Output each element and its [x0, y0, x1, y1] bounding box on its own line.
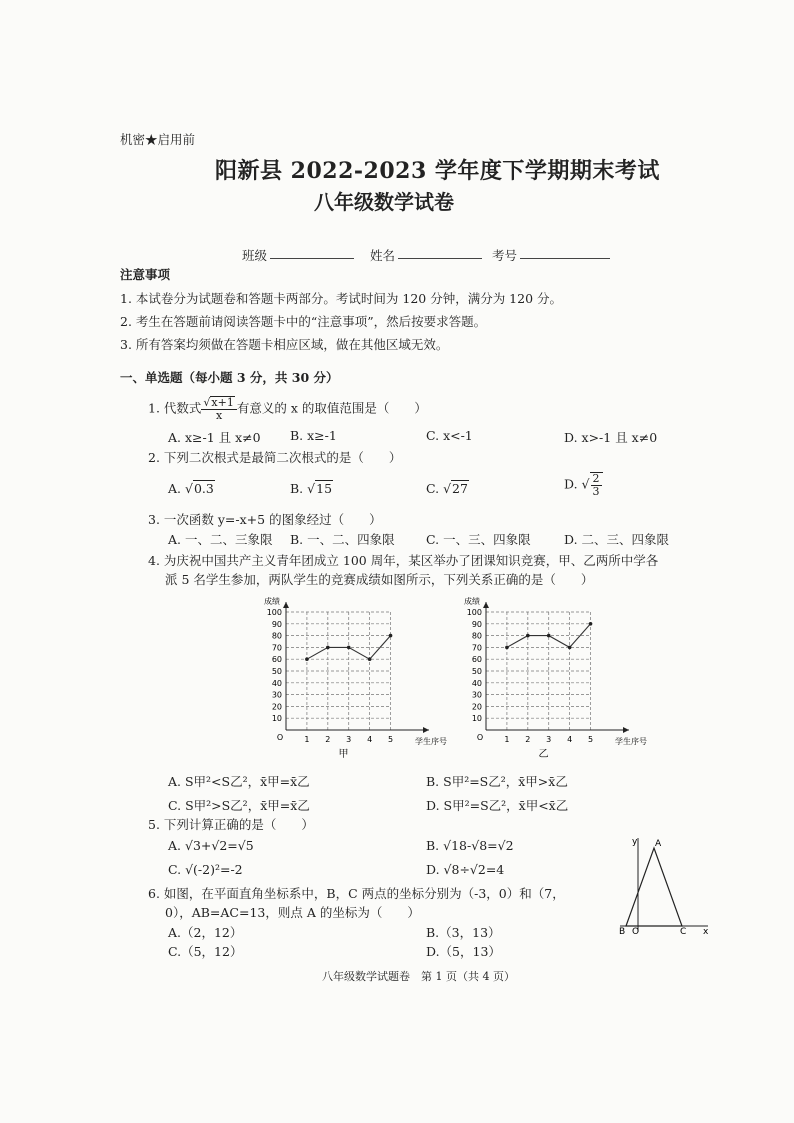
data-point [368, 657, 372, 661]
name-blank[interactable] [398, 258, 482, 259]
y-axis-label: y [632, 837, 638, 847]
q2-option-d[interactable]: D. √ $\frac{2}{3}$ [564, 472, 603, 498]
y-tick-label: 30 [471, 690, 482, 700]
q6-option-d[interactable]: D.（5，13） [426, 944, 501, 959]
q6-option-b[interactable]: B.（3，13） [426, 925, 501, 940]
origin-label: O [276, 733, 284, 742]
x-tick-label: 3 [546, 735, 552, 744]
x-tick-label: 3 [346, 735, 352, 744]
q5-option-b[interactable]: B. √18-√8=√2 [426, 838, 514, 853]
q2-d-num: 2 [592, 472, 600, 485]
question-6-line1: 6. 如图，在平面直角坐标系中，B，C 两点的坐标分别为（-3，0）和（7， [148, 886, 565, 901]
y-axis-arrow [283, 602, 289, 608]
data-point [505, 646, 509, 650]
note-item: 3. 所有答案均须做在答题卡相应区域，做在其他区域无效。 [120, 337, 449, 352]
x-axis-title: 学生序号 [415, 737, 447, 746]
chart-title: 乙 [538, 749, 549, 760]
y-tick-label: 100 [466, 608, 482, 617]
triangle-abc [626, 848, 682, 926]
y-tick-label: 100 [266, 608, 282, 617]
chart-yi [440, 588, 647, 763]
q1-option-c[interactable]: C. x<-1 [426, 428, 473, 443]
q2-c-label: C. [426, 481, 440, 496]
y-tick-label: 80 [271, 631, 282, 641]
exam-no-label: 考号 [492, 248, 518, 263]
data-point [526, 634, 530, 638]
q4-option-c[interactable]: C. S甲²>S乙²，x̄甲=x̄乙 [168, 798, 310, 813]
x-tick-label: 2 [525, 735, 531, 744]
y-tick-label: 10 [271, 714, 282, 724]
exam-no-blank[interactable] [520, 258, 610, 259]
point-c-label: C [680, 927, 687, 937]
y-tick-label: 30 [271, 690, 282, 700]
q1-option-a[interactable]: A. x≥-1 且 x≠0 [168, 430, 261, 445]
question-2-stem: 2. 下列二次根式是最简二次根式的是（ ） [148, 450, 402, 465]
question-4-line2: 派 5 名学生参加，两队学生的竞赛成绩如图所示，下列关系正确的是（ ） [165, 572, 594, 587]
exam-title: 阳新县 2022-2023 学年度下学期期末考试 [215, 158, 660, 184]
y-tick-label: 10 [471, 714, 482, 724]
x-tick-label: 4 [367, 735, 373, 744]
question-5-stem: 5. 下列计算正确的是（ ） [148, 817, 314, 832]
q1-denominator: x [216, 409, 223, 422]
q4-option-b[interactable]: B. S甲²=S乙²，x̄甲>x̄乙 [426, 774, 568, 789]
q1-pre: 1. 代数式 [148, 400, 202, 416]
x-tick-label: 5 [587, 735, 594, 744]
q2-a-value: 0.3 [193, 481, 214, 496]
q2-b-label: B. [290, 481, 304, 496]
notes-title: 注意事项 [120, 267, 171, 282]
q2-d-label: D. [564, 476, 578, 492]
q6-option-c[interactable]: C.（5，12） [168, 944, 243, 959]
x-tick-label: 1 [304, 735, 310, 744]
y-axis-arrow [483, 602, 489, 608]
q2-d-den: 3 [592, 485, 600, 498]
q1-option-b[interactable]: B. x≥-1 [290, 428, 337, 443]
q5-option-a[interactable]: A. √3+√2=√5 [168, 838, 254, 853]
origin-label: O [632, 927, 640, 937]
data-point [389, 634, 393, 638]
x-tick-label: 1 [504, 735, 510, 744]
x-tick-label: 5 [387, 735, 394, 744]
question-6-line2: 0），AB=AC=13，则点 A 的坐标为（ ） [165, 905, 420, 920]
y-tick-label: 40 [271, 678, 282, 688]
q2-option-a[interactable]: A. √0.3 [168, 481, 214, 496]
q1-option-d[interactable]: D. x>-1 且 x≠0 [564, 430, 658, 445]
y-tick-label: 60 [271, 655, 282, 665]
question-1-stem [148, 396, 427, 422]
q3-option-c[interactable]: C. 一、三、四象限 [426, 532, 531, 547]
confidential-label: 机密★启用前 [120, 132, 196, 147]
y-tick-label: 80 [471, 631, 482, 641]
q3-option-b[interactable]: B. 一、二、四象限 [290, 532, 395, 547]
y-tick-label: 20 [271, 702, 282, 712]
q2-c-value: 27 [452, 481, 468, 496]
q2-d-fraction [590, 472, 603, 498]
page-footer: 八年级数学试题卷 第 1 页（共 4 页） [322, 970, 515, 983]
section-title: 一、单选题（每小题 3 分，共 30 分） [120, 370, 339, 385]
q4-option-d[interactable]: D. S甲²=S乙²，x̄甲<x̄乙 [426, 798, 569, 813]
y-tick-label: 50 [271, 667, 282, 676]
q2-a-label: A. [168, 481, 182, 496]
y-tick-label: 20 [471, 702, 482, 712]
q3-option-a[interactable]: A. 一、二、三象限 [168, 532, 273, 547]
x-axis-title: 学生序号 [615, 737, 647, 746]
q2-option-b[interactable]: B. √15 [290, 481, 333, 496]
q1-numerator: x+1 [211, 396, 234, 409]
y-tick-label: 70 [271, 643, 282, 653]
q6-option-a[interactable]: A.（2，12） [168, 925, 243, 940]
note-item: 2. 考生在答题前请阅读答题卡中的“注意事项”，然后按要求答题。 [120, 314, 487, 329]
data-point [347, 646, 351, 650]
y-tick-label: 60 [471, 655, 482, 665]
data-point [305, 657, 309, 661]
y-tick-label: 90 [271, 619, 282, 629]
q2-b-value: 15 [316, 481, 333, 496]
y-tick-label: 40 [471, 678, 482, 688]
question-4-line1: 4. 为庆祝中国共产主义青年团成立 100 周年，某区举办了团课知识竞赛，甲、乙两所中学各 [148, 553, 659, 568]
q6-figure [612, 834, 712, 937]
chart-title: 甲 [338, 749, 349, 760]
q5-option-d[interactable]: D. √8÷√2=4 [426, 862, 505, 877]
x-axis-arrow [423, 727, 429, 733]
q2-option-c[interactable]: C. √27 [426, 481, 468, 496]
y-tick-label: 90 [471, 619, 482, 629]
note-item: 1. 本试卷分为试题卷和答题卡两部分。考试时间为 120 分钟，满分为 120 分。 [120, 291, 563, 306]
question-3-stem: 3. 一次函数 y=-x+5 的图象经过（ ） [148, 512, 382, 527]
q3-option-d[interactable]: D. 二、三、四象限 [564, 532, 670, 547]
data-point [589, 622, 593, 626]
x-axis-arrow [623, 727, 629, 733]
y-axis-title: 成绩 [464, 597, 480, 606]
data-point [547, 634, 551, 638]
x-axis-label: x [703, 927, 709, 937]
y-tick-label: 50 [471, 667, 482, 676]
exam-subtitle: 八年级数学试卷 [314, 190, 454, 214]
point-b-label: B [619, 927, 626, 937]
y-axis-title: 成绩 [264, 597, 280, 606]
x-tick-label: 4 [567, 735, 573, 744]
name-label: 姓名 [370, 248, 396, 263]
point-a-label: A [655, 839, 662, 849]
class-label: 班级 [242, 248, 268, 263]
data-point [326, 646, 330, 650]
q1-fraction: $\frac{√x+1}{x}$ [201, 396, 236, 422]
q5-option-c[interactable]: C. √(-2)²=-2 [168, 862, 243, 877]
q1-post: 有意义的 x 的取值范围是（ ） [236, 400, 427, 416]
chart-jia [240, 588, 447, 763]
q4-option-a[interactable]: A. S甲²<S乙²，x̄甲=x̄乙 [168, 774, 310, 789]
data-point [568, 646, 572, 650]
class-blank[interactable] [270, 258, 354, 259]
y-tick-label: 70 [471, 643, 482, 653]
x-tick-label: 2 [325, 735, 331, 744]
origin-label: O [476, 733, 484, 742]
